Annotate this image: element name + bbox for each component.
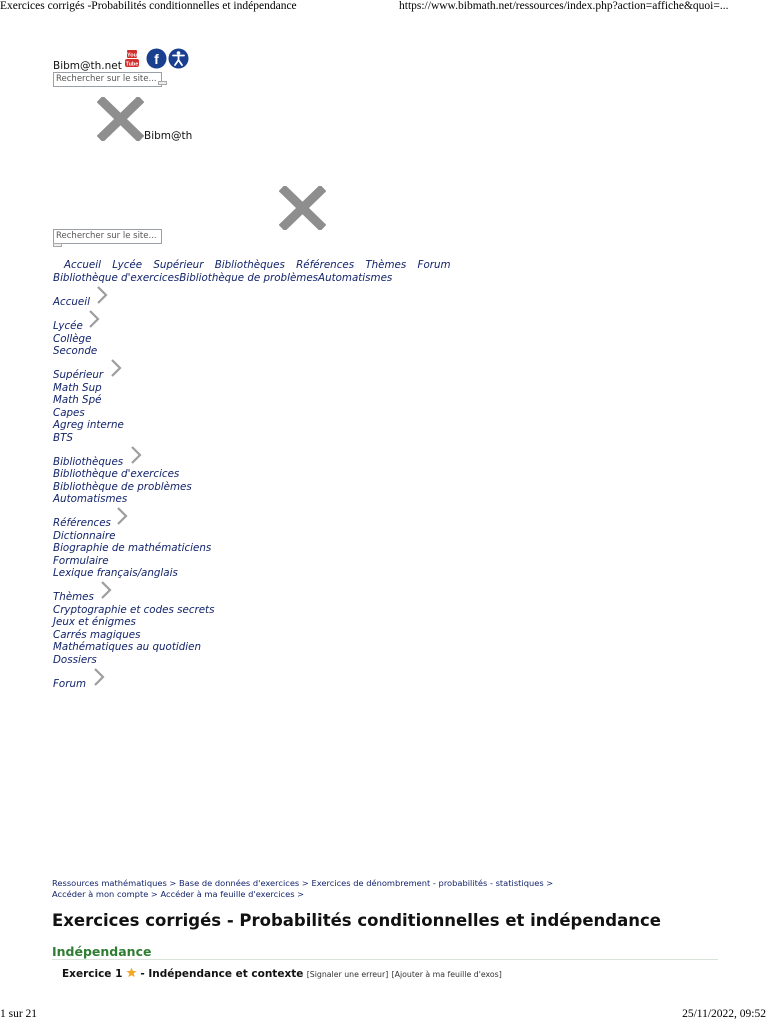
menu-item-bibliotheque-exercices[interactable]: Bibliothèque d'exercices [53, 468, 180, 480]
section-divider [52, 959, 718, 960]
search-input-secondary[interactable]: Rechercher sur le site... [53, 229, 162, 244]
menu-item-math-sup[interactable]: Math Sup [53, 382, 102, 394]
menu-item-lexique[interactable]: Lexique français/anglais [53, 567, 178, 579]
menu-item-formulaire[interactable]: Formulaire [53, 555, 109, 567]
chevron-right-icon[interactable] [129, 445, 143, 465]
menu-item-cryptographie[interactable]: Cryptographie et codes secrets [53, 604, 215, 616]
svg-text:f: f [154, 51, 159, 67]
exercise-header [62, 967, 502, 980]
nav-bibliotheques[interactable]: Bibliothèques [214, 259, 285, 271]
library-links[interactable]: Bibliothèque d'exercicesBibliothèque de problèmesAutomatismes [53, 272, 393, 284]
menu-item-college[interactable]: Collège [53, 333, 92, 345]
print-page-url: https://www.bibmath.net/ressources/index.php?action=affiche&quoi=... [399, 0, 729, 12]
close-icon [97, 97, 144, 141]
print-footer [0, 1008, 768, 1024]
breadcrumb-line-1[interactable]: Ressources mathématiques > Base de données d'exercices > Exercices de dénombrement - probabilités - statistiques > [52, 878, 554, 888]
search-input[interactable]: Rechercher sur le site... [53, 72, 162, 87]
exercise-title: - Indépendance et contexte [136, 968, 304, 980]
menu-item-dictionnaire[interactable]: Dictionnaire [53, 530, 116, 542]
menu-item-capes[interactable]: Capes [53, 407, 85, 419]
menu-references[interactable]: Références [53, 517, 111, 529]
menu-item-bts[interactable]: BTS [53, 432, 73, 444]
top-navigation [64, 259, 459, 271]
nav-accueil[interactable]: Accueil [64, 259, 101, 271]
menu-item-jeux-enigmes[interactable]: Jeux et énigmes [53, 616, 136, 628]
svg-text:You: You [127, 52, 137, 59]
facebook-icon[interactable] [146, 48, 167, 69]
nav-superieur[interactable]: Supérieur [153, 259, 204, 271]
nav-forum[interactable]: Forum [417, 259, 451, 271]
menu-item-biographie[interactable]: Biographie de mathématiciens [53, 542, 212, 554]
menu-item-math-spe[interactable]: Math Spé [53, 394, 102, 406]
youtube-icon[interactable] [124, 50, 140, 68]
chevron-right-icon[interactable] [87, 309, 101, 329]
chevron-right-icon[interactable] [99, 580, 113, 600]
menu-bibliotheques[interactable]: Bibliothèques [53, 456, 124, 468]
search-button[interactable] [158, 81, 167, 85]
add-to-sheet-link[interactable]: [Ajouter à ma feuille d'exos] [391, 970, 502, 979]
breadcrumb [52, 878, 692, 900]
chevron-right-icon[interactable] [95, 285, 109, 305]
chevron-right-icon[interactable] [109, 358, 123, 378]
nav-lycee[interactable]: Lycée [112, 259, 143, 271]
menu-lycee[interactable]: Lycée [53, 320, 83, 332]
site-logo-text[interactable]: Bibm@th [144, 130, 193, 142]
print-page-title: Exercices corrigés -Probabilités conditionnelles et indépendance [0, 0, 297, 12]
page-title: Exercices corrigés - Probabilités conditionnelles et indépendance [52, 911, 661, 930]
chevron-right-icon[interactable] [92, 667, 106, 687]
menu-item-automatismes[interactable]: Automatismes [53, 493, 128, 505]
menu-themes[interactable]: Thèmes [53, 591, 94, 603]
menu-item-bibliotheque-problemes[interactable]: Bibliothèque de problèmes [53, 481, 192, 493]
close-icon [279, 186, 326, 230]
site-name[interactable]: Bibm@th.net [53, 60, 122, 72]
menu-superieur[interactable]: Supérieur [53, 369, 104, 381]
menu-forum[interactable]: Forum [53, 678, 87, 690]
print-header [0, 0, 768, 16]
nav-references[interactable]: Références [296, 259, 355, 271]
breadcrumb-line-2[interactable]: Accéder à mon compte > Accéder à ma feuille d'exercices > [52, 889, 305, 899]
menu-item-agreg-interne[interactable]: Agreg interne [53, 419, 124, 431]
report-error-link[interactable]: [Signaler une erreur] [306, 970, 389, 979]
menu-item-dossiers[interactable]: Dossiers [53, 654, 97, 666]
svg-text:Tube: Tube [125, 61, 139, 68]
menu-accueil[interactable]: Accueil [53, 296, 90, 308]
exercise-number: Exercice 1 [62, 968, 123, 980]
accessibility-icon[interactable] [168, 48, 189, 69]
search-button-secondary[interactable] [53, 243, 62, 247]
star-icon [126, 967, 137, 978]
menu-item-seconde[interactable]: Seconde [53, 345, 98, 357]
chevron-right-icon[interactable] [115, 506, 129, 526]
menu-item-maths-quotidien[interactable]: Mathématiques au quotidien [53, 641, 201, 653]
menu-item-carres-magiques[interactable]: Carrés magiques [53, 629, 141, 641]
section-title: Indépendance [52, 944, 152, 959]
print-page-number: 1 sur 21 [0, 1008, 38, 1020]
nav-themes[interactable]: Thèmes [365, 259, 407, 271]
print-date: 25/11/2022, 09:52 [682, 1008, 766, 1020]
